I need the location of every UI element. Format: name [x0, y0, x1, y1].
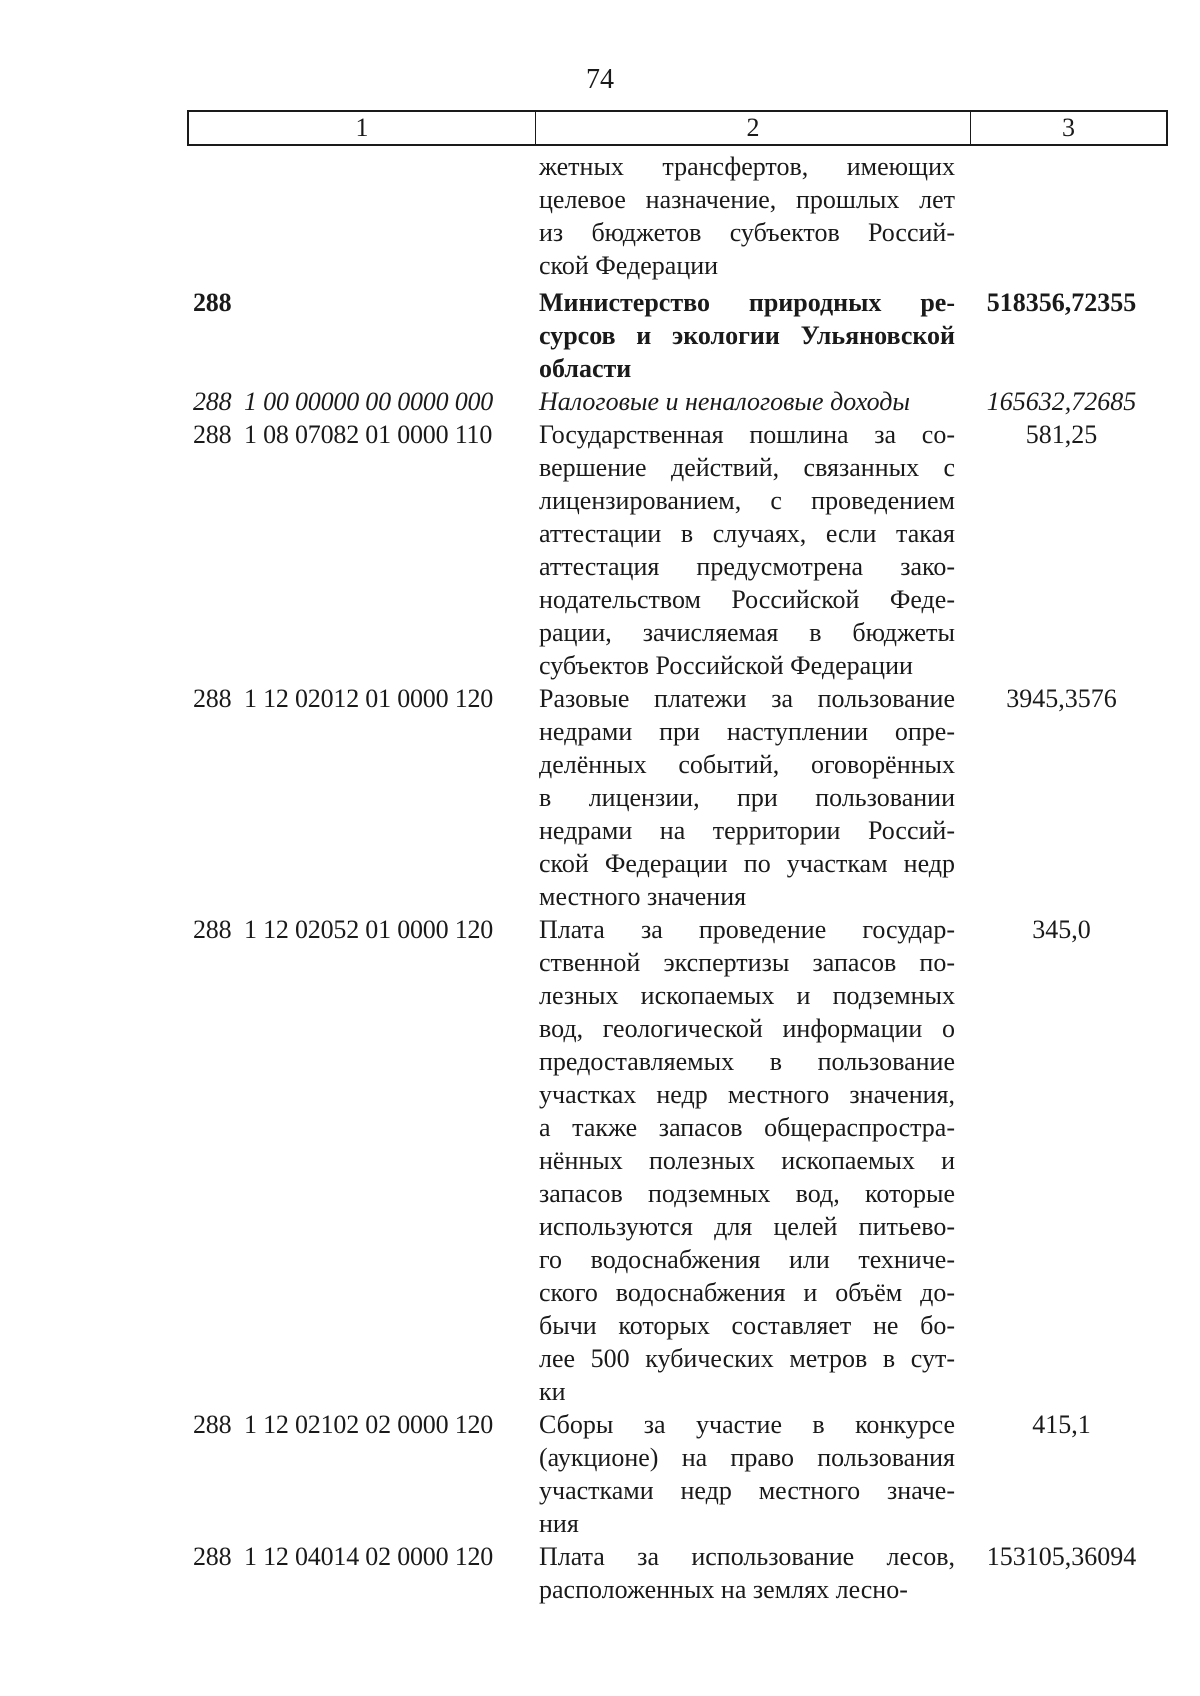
row-amount: 518356,72355	[986, 288, 1137, 317]
description-line: Плата за проведение государ-	[539, 915, 955, 944]
row-description	[537, 418, 955, 682]
row-code: 288 1 12 02052 01 0000 120	[193, 915, 494, 944]
description-line: нодательством Российской Феде-	[539, 585, 955, 614]
row-code: 288 1 12 02102 02 0000 120	[193, 1410, 494, 1439]
description-line: а также запасов общераспростра-	[539, 1113, 955, 1142]
row-description	[537, 150, 955, 282]
description-line: в лицензии, при пользовании	[539, 783, 955, 812]
page-number: 74	[586, 64, 614, 95]
description-line: местного значения	[539, 882, 747, 911]
row-description	[537, 1540, 955, 1606]
description-line: ской Федерации	[539, 251, 719, 280]
description-line: ния	[539, 1509, 579, 1538]
row-amount: 345,0	[1032, 915, 1091, 944]
row-description	[537, 682, 955, 913]
row-amount: 415,1	[1032, 1410, 1091, 1439]
description-line: из бюджетов субъектов Россий-	[539, 218, 955, 247]
description-line: недрами на территории Россий-	[539, 816, 955, 845]
description-line: Сборы за участие в конкурсе	[539, 1410, 955, 1439]
description-line: используются для целей питьево-	[539, 1212, 955, 1241]
description-line: бычи которых составляет не бо-	[539, 1311, 955, 1340]
description-line: ственной экспертизы запасов по-	[539, 948, 955, 977]
description-line: (аукционе) на право пользования	[539, 1443, 955, 1472]
description-line: вод, геологической информации о	[539, 1014, 955, 1043]
row-amount: 581,25	[1025, 420, 1098, 449]
row-amount: 153105,36094	[986, 1542, 1137, 1571]
description-line: го водоснабжения или техниче-	[539, 1245, 955, 1274]
row-code: 288	[193, 288, 232, 317]
description-line: вершение действий, связанных с	[539, 453, 955, 482]
description-line: предоставляемых в пользование	[539, 1047, 955, 1076]
description-line: Министерство природных ре-	[539, 288, 955, 317]
description-line: аттестации в случаях, если такая	[539, 519, 955, 548]
row-description	[537, 913, 955, 1408]
table-header	[187, 110, 1168, 146]
table-row	[187, 385, 1168, 418]
description-line: нённых полезных ископаемых и	[539, 1146, 955, 1175]
description-line: лицензированием, с проведением	[539, 486, 955, 515]
table-body	[187, 150, 1168, 1606]
description-line: рации, зачисляемая в бюджеты	[539, 618, 955, 647]
header-col-1: 1	[189, 112, 536, 144]
description-line: лезных ископаемых и подземных	[539, 981, 955, 1010]
description-line: запасов подземных вод, которые	[539, 1179, 955, 1208]
description-line: участках недр местного значения,	[539, 1080, 955, 1109]
description-line: целевое назначение, прошлых лет	[539, 185, 955, 214]
table-row	[187, 1408, 1168, 1540]
description-line: Государственная пошлина за со-	[539, 420, 955, 449]
table-row	[187, 418, 1168, 682]
description-line: делённых событий, оговорённых	[539, 750, 955, 779]
description-line: жетных трансфертов, имеющих	[539, 152, 955, 181]
description-line: аттестация предусмотрена зако-	[539, 552, 955, 581]
description-line: ской Федерации по участкам недр	[539, 849, 955, 878]
description-line: ки	[539, 1377, 566, 1406]
table-row	[187, 682, 1168, 913]
description-line: Плата за использование лесов,	[539, 1542, 955, 1571]
row-amount: 165632,72685	[986, 387, 1137, 416]
description-line: ского водоснабжения и объём до-	[539, 1278, 955, 1307]
table-row	[187, 286, 1168, 385]
description-line: лее 500 кубических метров в сут-	[539, 1344, 955, 1373]
row-description	[537, 385, 955, 418]
table-row	[187, 913, 1168, 1408]
row-description	[537, 1408, 955, 1540]
table-row	[187, 1540, 1168, 1606]
row-code: 288 1 08 07082 01 0000 110	[193, 420, 493, 449]
description-line: Разовые платежи за пользование	[539, 684, 955, 713]
description-line: области	[539, 354, 632, 383]
description-line: расположенных на землях лесно-	[539, 1575, 908, 1604]
description-line: сурсов и экологии Ульяновской	[539, 321, 955, 350]
header-col-2: 2	[536, 112, 971, 144]
row-description	[537, 286, 955, 385]
row-code: 288 1 00 00000 00 0000 000	[193, 387, 494, 416]
row-code: 288 1 12 04014 02 0000 120	[193, 1542, 494, 1571]
table-row	[187, 150, 1168, 282]
row-code: 288 1 12 02012 01 0000 120	[193, 684, 494, 713]
description-line: субъектов Российской Федерации	[539, 651, 913, 680]
description-line: участками недр местного значе-	[539, 1476, 955, 1505]
header-col-3: 3	[1062, 113, 1075, 142]
description-line: Налоговые и неналоговые доходы	[539, 387, 911, 416]
description-line: недрами при наступлении опре-	[539, 717, 955, 746]
row-amount: 3945,3576	[1006, 684, 1117, 713]
